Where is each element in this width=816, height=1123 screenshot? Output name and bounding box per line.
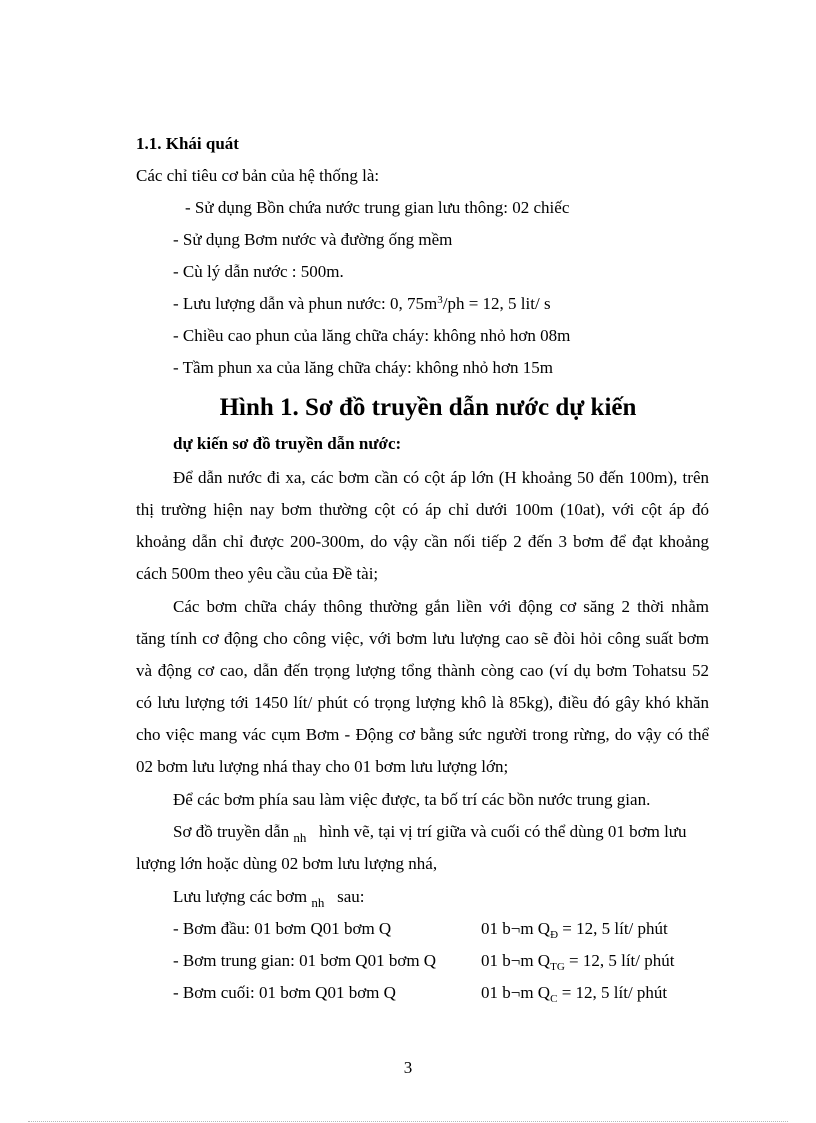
pump-flow [481, 918, 668, 942]
text-run: = 12, 5 lít/ phút [558, 919, 668, 938]
paragraph-line-with-sub [173, 886, 365, 909]
figure-title: Hình 1. Sơ đồ truyền dẫn nước dự kiến [219, 394, 637, 421]
text-run: sau: [337, 887, 365, 906]
paragraph-line-with-sub [173, 821, 687, 844]
paragraph-line: tăng tính cơ động cho công việc, với bơm lưu lượng cao sẽ đòi hỏi công suất bơm [136, 629, 709, 648]
paragraph-line: thị trường hiện nay bơm thường cột có áp chỉ dưới 100m (10at), với cột áp đó [136, 500, 709, 519]
text-run: hình vẽ, tại vị trí giữa và cuối có thể dùng 01 bơm lưu [319, 822, 687, 841]
bullet-item-flow [173, 293, 551, 317]
paragraph-line: lượng lớn hoặc dùng 02 bơm lưu lượng nhá, [136, 854, 438, 873]
paragraph-line: Các bơm chữa cháy thông thường gắn liền với động cơ săng 2 thời nhằm [173, 597, 709, 616]
paragraph-line: Để dẫn nước đi xa, các bơm cần có cột áp lớn (H khoảng 50 đến 100m), trên [173, 468, 709, 487]
flow-text: - Lưu lượng dẫn và phun nước: 0, 75m [173, 294, 438, 313]
text-run: 01 b¬m Q [481, 919, 551, 938]
paragraph-line: cho việc mang vác cụm Bơm - Động cơ bằng sức người trong rừng, do vậy có thể [136, 725, 709, 744]
text-run: Lưu lượng các bơm [173, 887, 308, 906]
flow-text-end: /ph = 12, 5 lit/ s [442, 294, 551, 313]
subscript-run: nh [311, 895, 325, 910]
subscript-run: C [550, 993, 558, 1005]
text-run: Sơ đồ truyền dẫn [173, 822, 290, 841]
section-heading: 1.1. Khái quát [136, 134, 239, 153]
paragraph-line: 02 bơm lưu lượng nhá thay cho 01 bơm lưu lượng lớn; [136, 757, 509, 776]
bullet-item: - Chiều cao phun của lăng chữa cháy: không nhỏ hơn 08m [173, 326, 571, 345]
subscript-run: Đ [550, 929, 559, 941]
pump-label: - Bơm đầu: 01 bơm Q01 bơm Q [173, 919, 392, 938]
subscript-run: TG [550, 961, 565, 973]
flow-superscript: 3 [437, 294, 443, 306]
pump-label: - Bơm trung gian: 01 bơm Q01 bơm Q [173, 951, 437, 970]
page-number: 3 [403, 1058, 413, 1077]
subscript-run: nh [293, 830, 307, 845]
bullet-item: - Cù lý dẫn nước : 500m. [173, 262, 344, 281]
bullet-item: - Sử dụng Bơm nước và đường ống mềm [173, 230, 453, 249]
bullet-item: - Tầm phun xa của lăng chữa cháy: không nhỏ hơn 15m [173, 358, 553, 377]
paragraph-line: và động cơ cao, dẫn đến trọng lượng tổng thành còng cao (ví dụ bơm Tohatsu 52 [136, 661, 709, 680]
text-run: = 12, 5 lít/ phút [557, 983, 668, 1002]
pump-label: - Bơm cuối: 01 bơm Q01 bơm Q [173, 983, 396, 1002]
text-run: = 12, 5 lít/ phút [564, 951, 675, 970]
bullet-item: - Sử dụng Bồn chứa nước trung gian lưu thông: 02 chiếc [185, 198, 570, 217]
section-intro: Các chỉ tiêu cơ bản của hệ thống là: [136, 166, 380, 185]
text-run: 01 b¬m Q [481, 951, 551, 970]
paragraph-line: Để các bơm phía sau làm việc được, ta bố trí các bồn nước trung gian. [173, 790, 651, 809]
text-run: 01 b¬m Q [481, 983, 551, 1002]
subheading: dự kiến sơ đồ truyền dẫn nước: [173, 434, 402, 453]
pump-flow [481, 950, 674, 974]
page-bottom-divider [28, 1121, 788, 1122]
pump-flow [481, 982, 667, 1006]
paragraph-line: cách 500m theo yêu cầu của Đề tài; [136, 564, 379, 583]
paragraph-line: khoảng dẫn chỉ được 200-300m, do vậy cần nối tiếp 2 đến 3 bơm để đạt khoảng [136, 532, 709, 551]
paragraph-line: có lưu lượng tới 1450 lít/ phút có trọng lượng khô là 85kg), điều đó gây khó khăn [136, 693, 709, 712]
